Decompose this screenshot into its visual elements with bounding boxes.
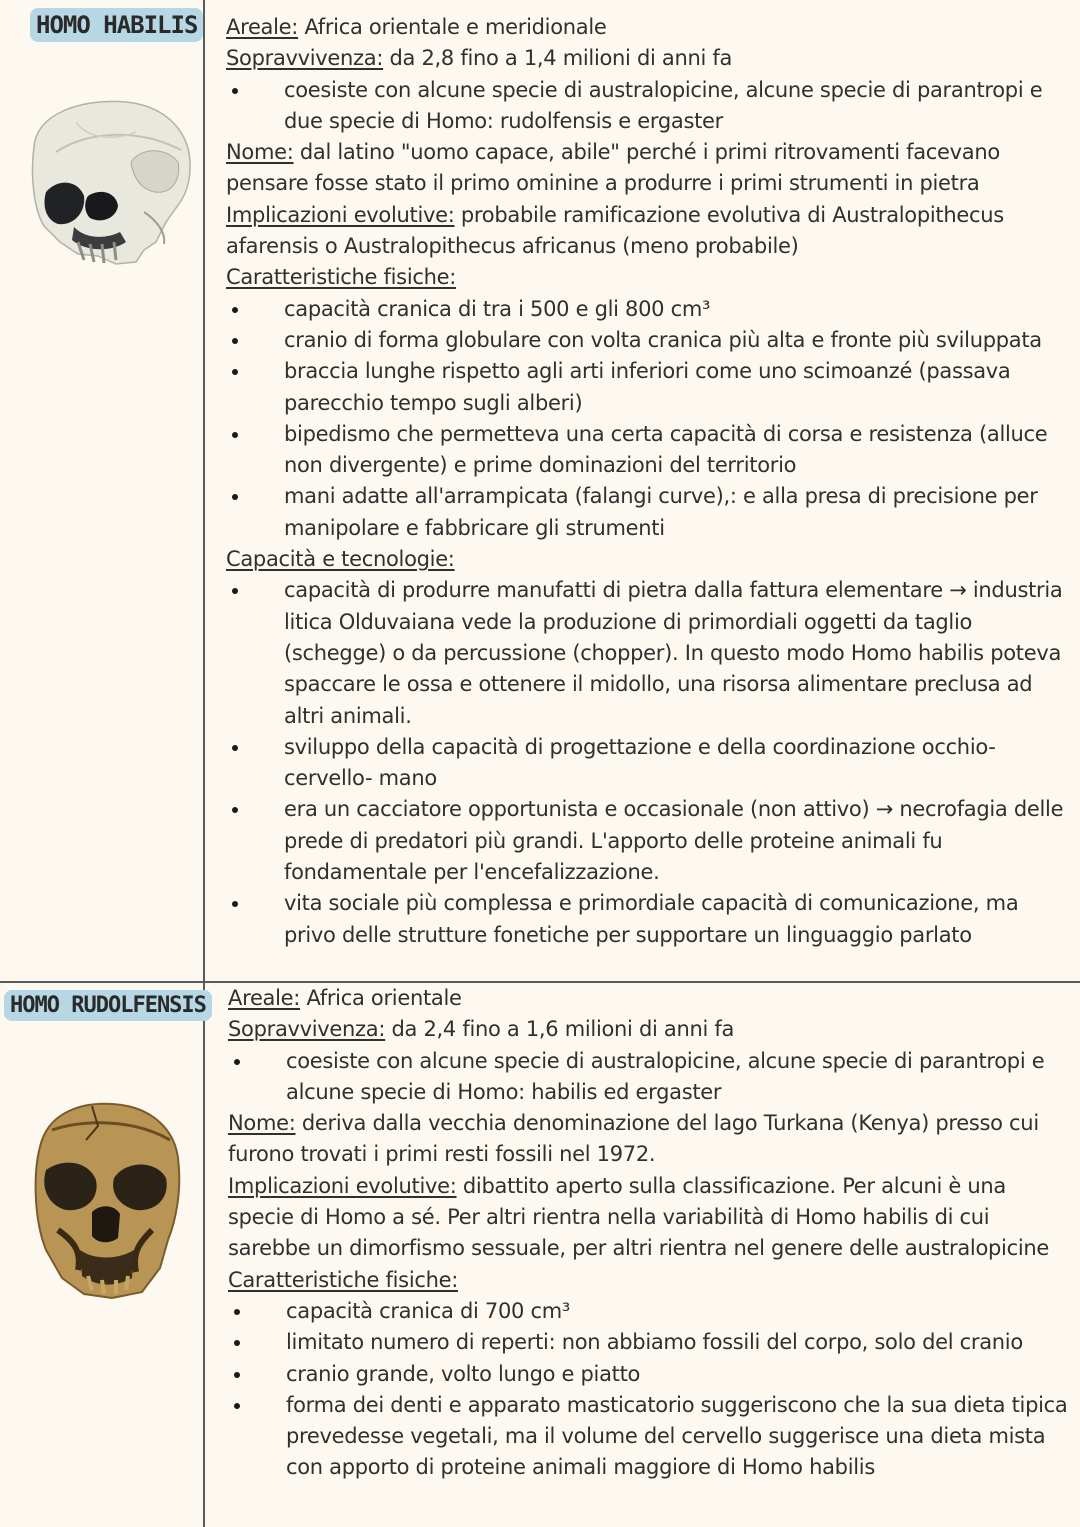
nome-label: Nome: — [228, 1111, 296, 1136]
list-item: capacità cranica di 700 cm³ — [286, 1296, 1073, 1327]
list-item: cranio di forma globulare con volta cranica più alta e fronte più sviluppata — [284, 325, 1076, 356]
sopravvivenza-list — [226, 75, 1076, 138]
areale-line — [228, 983, 1073, 1014]
caratteristiche-list — [226, 294, 1076, 544]
list-item: capacità di produrre manufatti di pietra dalla fattura elementare → industria litica Olduvaiana vede la produzione di primordiali oggetti da taglio (schegge) o da percussione (chopper). In questo modo Homo habilis poteva spaccare le ossa e ottenere il midollo, una risorsa alimentare preclusa ad altri animali. — [284, 575, 1076, 731]
list-item: coesiste con alcune specie di australopicine, alcune specie di parantropi e due specie di Homo: rudolfensis e ergaster — [284, 75, 1076, 138]
skull-rudolfensis-image — [22, 1100, 188, 1300]
sopravvivenza-value: da 2,4 fino a 1,6 milioni di anni fa — [385, 1017, 735, 1042]
list-item: vita sociale più complessa e primordiale capacità di comunicazione, ma privo delle strutture fonetiche per supportare un linguaggio parlato — [284, 888, 1076, 951]
list-item: bipedismo che permetteva una certa capacità di corsa e resistenza (alluce non divergente) e prime dominazioni del territorio — [284, 419, 1076, 482]
nome-value: dal latino "uomo capace, abile" perché i primi ritrovamenti facevano pensare fosse stato il primo ominine a produrre i primi strumenti in pietra — [226, 140, 1000, 196]
nome-line — [228, 1108, 1073, 1171]
capacita-label: Capacità e tecnologie: — [226, 547, 455, 572]
capacita-line — [226, 544, 1076, 575]
caratteristiche-list — [228, 1296, 1073, 1484]
caratteristiche-line — [228, 1265, 1073, 1296]
areale-value: Africa orientale e meridionale — [298, 15, 607, 39]
species-title-rudolfensis: HOMO RUDOLFENSIS — [4, 990, 212, 1021]
sopravvivenza-list — [228, 1046, 1073, 1109]
caratteristiche-line — [226, 262, 1076, 293]
sopravvivenza-line — [226, 43, 1076, 74]
implicazioni-label: Implicazioni evolutive: — [226, 202, 455, 227]
list-item: coesiste con alcune specie di australopicine, alcune specie di parantropi e alcune specie di Homo: habilis ed ergaster — [286, 1046, 1073, 1109]
caratteristiche-label: Caratteristiche fisiche: — [226, 265, 457, 290]
areale-line — [226, 12, 1076, 43]
nome-value: deriva dalla vecchia denominazione del lago Turkana (Kenya) presso cui furono trovati i primi resti fossili nel 1972. — [228, 1111, 1039, 1167]
implicazioni-line — [228, 1171, 1073, 1265]
areale-label: Areale: — [226, 15, 299, 39]
caratteristiche-label: Caratteristiche fisiche: — [228, 1267, 459, 1292]
column-divider — [203, 0, 205, 1527]
sopravvivenza-label: Sopravvivenza: — [226, 46, 384, 71]
list-item: era un cacciatore opportunista e occasionale (non attivo) → necrofagia delle prede di predatori più grandi. L'apporto delle proteine animali fu fondamentale per l'encefalizzazione. — [284, 794, 1076, 888]
nome-line — [226, 137, 1076, 200]
sopravvivenza-value: da 2,8 fino a 1,4 milioni di anni fa — [383, 46, 733, 71]
rudolfensis-description — [228, 983, 1073, 1484]
habilis-description — [226, 12, 1076, 951]
list-item: limitato numero di reperti: non abbiamo fossili del corpo, solo del cranio — [286, 1327, 1073, 1358]
implicazioni-line — [226, 200, 1076, 263]
capacita-list — [226, 575, 1076, 951]
species-title-habilis: HOMO HABILIS — [30, 8, 203, 42]
areale-value: Africa orientale — [300, 986, 462, 1010]
implicazioni-value: dibattito aperto sulla classificazione. Per alcuni è una specie di Homo a sé. Per altri rientra nella variabilità di Homo habilis di cui sarebbe un dimorfismo sessuale, per altri rientra nel genere delle australopicine — [228, 1173, 1049, 1261]
nome-label: Nome: — [226, 140, 294, 165]
implicazioni-value: probabile ramificazione evolutiva di Australopithecus afarensis o Australopithecus africanus (meno probabile) — [226, 202, 1004, 259]
sopravvivenza-line — [228, 1014, 1073, 1045]
skull-habilis-image — [16, 92, 196, 267]
list-item: braccia lunghe rispetto agli arti inferiori come uno scimoanzé (passava parecchio tempo sugli alberi) — [284, 356, 1076, 419]
list-item: forma dei denti e apparato masticatorio suggeriscono che la sua dieta tipica prevedesse vegetali, ma il volume del cervello suggerisce una dieta mista con apporto di proteine animali maggiore di Homo habilis — [286, 1390, 1073, 1484]
list-item: sviluppo della capacità di progettazione e della coordinazione occhio-cervello- mano — [284, 732, 1076, 795]
list-item: cranio grande, volto lungo e piatto — [286, 1359, 1073, 1390]
list-item: mani adatte all'arrampicata (falangi curve),: e alla presa di precisione per manipolare e fabbricare gli strumenti — [284, 481, 1076, 544]
list-item: capacità cranica di tra i 500 e gli 800 cm³ — [284, 294, 1076, 325]
sopravvivenza-label: Sopravvivenza: — [228, 1017, 386, 1042]
areale-label: Areale: — [228, 986, 301, 1010]
implicazioni-label: Implicazioni evolutive: — [228, 1173, 457, 1198]
